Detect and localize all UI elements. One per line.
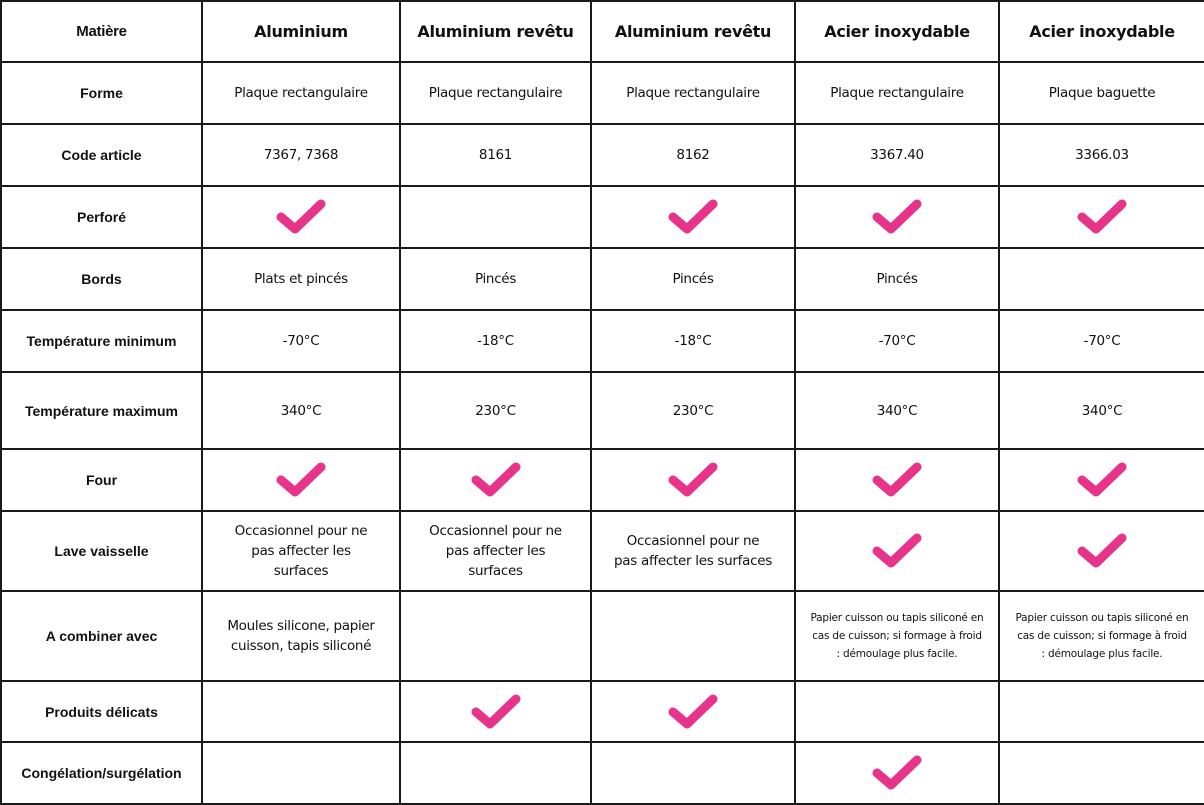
table-row <box>1 511 1204 591</box>
cell-text: Occasionnel pour ne pas affecter les surfaces <box>614 533 772 569</box>
cell-text: -70°C <box>1083 333 1121 349</box>
table-cell <box>591 681 795 742</box>
column-header: Acier inoxydable <box>999 1 1204 62</box>
table-cell <box>591 372 795 449</box>
table-cell <box>795 449 999 511</box>
checkmark-icon <box>470 460 522 500</box>
table-cell <box>999 372 1204 449</box>
table-cell <box>202 310 400 372</box>
table-cell <box>202 591 400 681</box>
table-row <box>1 681 1204 742</box>
column-header: Aluminium revêtu <box>400 1 591 62</box>
table-cell <box>202 62 400 124</box>
table-cell <box>999 449 1204 511</box>
table-cell <box>795 591 999 681</box>
table-cell <box>999 62 1204 124</box>
cell-text: Plaque rectangulaire <box>626 85 760 101</box>
table-cell <box>999 186 1204 248</box>
table-cell <box>591 449 795 511</box>
table-row <box>1 449 1204 511</box>
cell-text: 3367.40 <box>870 147 924 163</box>
row-label: Bords <box>1 248 202 310</box>
cell-text: 8162 <box>676 147 710 163</box>
table-cell <box>400 449 591 511</box>
table-cell <box>400 591 591 681</box>
cell-text: Papier cuisson ou tapis siliconé en cas de cuisson; si formage à froid : démoulage plus facile. <box>1015 612 1189 660</box>
table-cell <box>202 124 400 186</box>
checkmark-icon <box>1076 197 1128 237</box>
row-label: Four <box>1 449 202 511</box>
cell-text: -70°C <box>282 333 320 349</box>
cell-text: Occasionnel pour ne pas affecter les surfaces <box>234 523 368 579</box>
cell-text: Moules silicone, papier cuisson, tapis siliconé <box>227 618 375 654</box>
row-label: Lave vaisselle <box>1 511 202 591</box>
cell-text: Plaque rectangulaire <box>234 85 368 101</box>
table-row <box>1 124 1204 186</box>
table-cell <box>591 62 795 124</box>
table-cell <box>400 62 591 124</box>
table-cell <box>202 372 400 449</box>
table-cell <box>202 186 400 248</box>
table-cell <box>999 310 1204 372</box>
cell-text: 3366.03 <box>1075 147 1129 163</box>
cell-text: Papier cuisson ou tapis siliconé en cas de cuisson; si formage à froid : démoulage plus facile. <box>810 612 984 660</box>
table-cell <box>400 511 591 591</box>
cell-text: Pincés <box>672 271 714 287</box>
table-cell <box>795 310 999 372</box>
table-cell <box>999 248 1204 310</box>
checkmark-icon <box>871 531 923 571</box>
table-cell <box>400 248 591 310</box>
table-row <box>1 248 1204 310</box>
cell-text: Occasionnel pour ne pas affecter les surfaces <box>429 523 562 579</box>
checkmark-icon <box>667 460 719 500</box>
checkmark-icon <box>275 197 327 237</box>
table-cell <box>400 186 591 248</box>
table-cell <box>795 248 999 310</box>
table-cell <box>591 310 795 372</box>
checkmark-icon <box>667 197 719 237</box>
column-header: Aluminium revêtu <box>591 1 795 62</box>
cell-text: Pincés <box>474 271 517 287</box>
cell-text: Plaque rectangulaire <box>428 85 563 101</box>
cell-text: Plaque rectangulaire <box>830 85 964 101</box>
table-cell <box>591 186 795 248</box>
cell-text: 7367, 7368 <box>263 147 339 163</box>
row-label: Produits délicats <box>1 681 202 742</box>
checkmark-icon <box>1076 531 1128 571</box>
table-cell <box>795 186 999 248</box>
table-cell <box>591 742 795 804</box>
row-label: Forme <box>1 62 202 124</box>
row-label: Température maximum <box>1 372 202 449</box>
table-cell <box>999 591 1204 681</box>
table-row <box>1 591 1204 681</box>
table-cell <box>795 372 999 449</box>
column-header: Aluminium <box>202 1 400 62</box>
checkmark-icon <box>667 692 719 732</box>
table-cell <box>400 742 591 804</box>
cell-text: Plats et pincés <box>254 271 348 287</box>
table-cell <box>400 124 591 186</box>
table-cell <box>202 248 400 310</box>
cell-text: 230°C <box>475 402 516 419</box>
table-cell <box>795 511 999 591</box>
header-label: Matière <box>1 1 202 62</box>
row-label: A combiner avec <box>1 591 202 681</box>
cell-text: Plaque baguette <box>1048 85 1156 101</box>
table-cell <box>591 124 795 186</box>
column-header: Acier inoxydable <box>795 1 999 62</box>
table-cell <box>795 742 999 804</box>
table-row <box>1 186 1204 248</box>
table-cell <box>591 511 795 591</box>
table-cell <box>999 124 1204 186</box>
table-row <box>1 310 1204 372</box>
table-cell <box>202 511 400 591</box>
checkmark-icon <box>871 753 923 793</box>
table-body <box>1 1 1204 804</box>
cell-text: 8161 <box>478 147 513 163</box>
checkmark-icon <box>470 692 522 732</box>
cell-text: -18°C <box>477 333 514 349</box>
table-cell <box>202 449 400 511</box>
table-cell <box>202 681 400 742</box>
table-cell <box>202 742 400 804</box>
cell-text: 340°C <box>280 402 322 419</box>
table-cell <box>400 310 591 372</box>
row-label: Congélation/surgélation <box>1 742 202 804</box>
table-row <box>1 372 1204 449</box>
table-row <box>1 62 1204 124</box>
row-label: Perforé <box>1 186 202 248</box>
checkmark-icon <box>871 460 923 500</box>
table-cell <box>795 62 999 124</box>
checkmark-icon <box>871 197 923 237</box>
table-cell <box>591 248 795 310</box>
table-cell <box>795 124 999 186</box>
cell-text: 340°C <box>876 402 918 419</box>
table-cell <box>999 681 1204 742</box>
table-cell <box>795 681 999 742</box>
row-label: Code article <box>1 124 202 186</box>
checkmark-icon <box>275 460 327 500</box>
table-cell <box>999 511 1204 591</box>
row-label: Température minimum <box>1 310 202 372</box>
table-cell <box>999 742 1204 804</box>
checkmark-icon <box>1076 460 1128 500</box>
cell-text: Pincés <box>876 271 918 287</box>
cell-text: 230°C <box>672 402 714 419</box>
table-cell <box>400 681 591 742</box>
table-cell <box>591 591 795 681</box>
table-row <box>1 742 1204 804</box>
header-row <box>1 1 1204 62</box>
cell-text: -18°C <box>674 333 712 349</box>
cell-text: -70°C <box>878 333 916 349</box>
cell-text: 340°C <box>1081 402 1123 419</box>
table-cell <box>400 372 591 449</box>
